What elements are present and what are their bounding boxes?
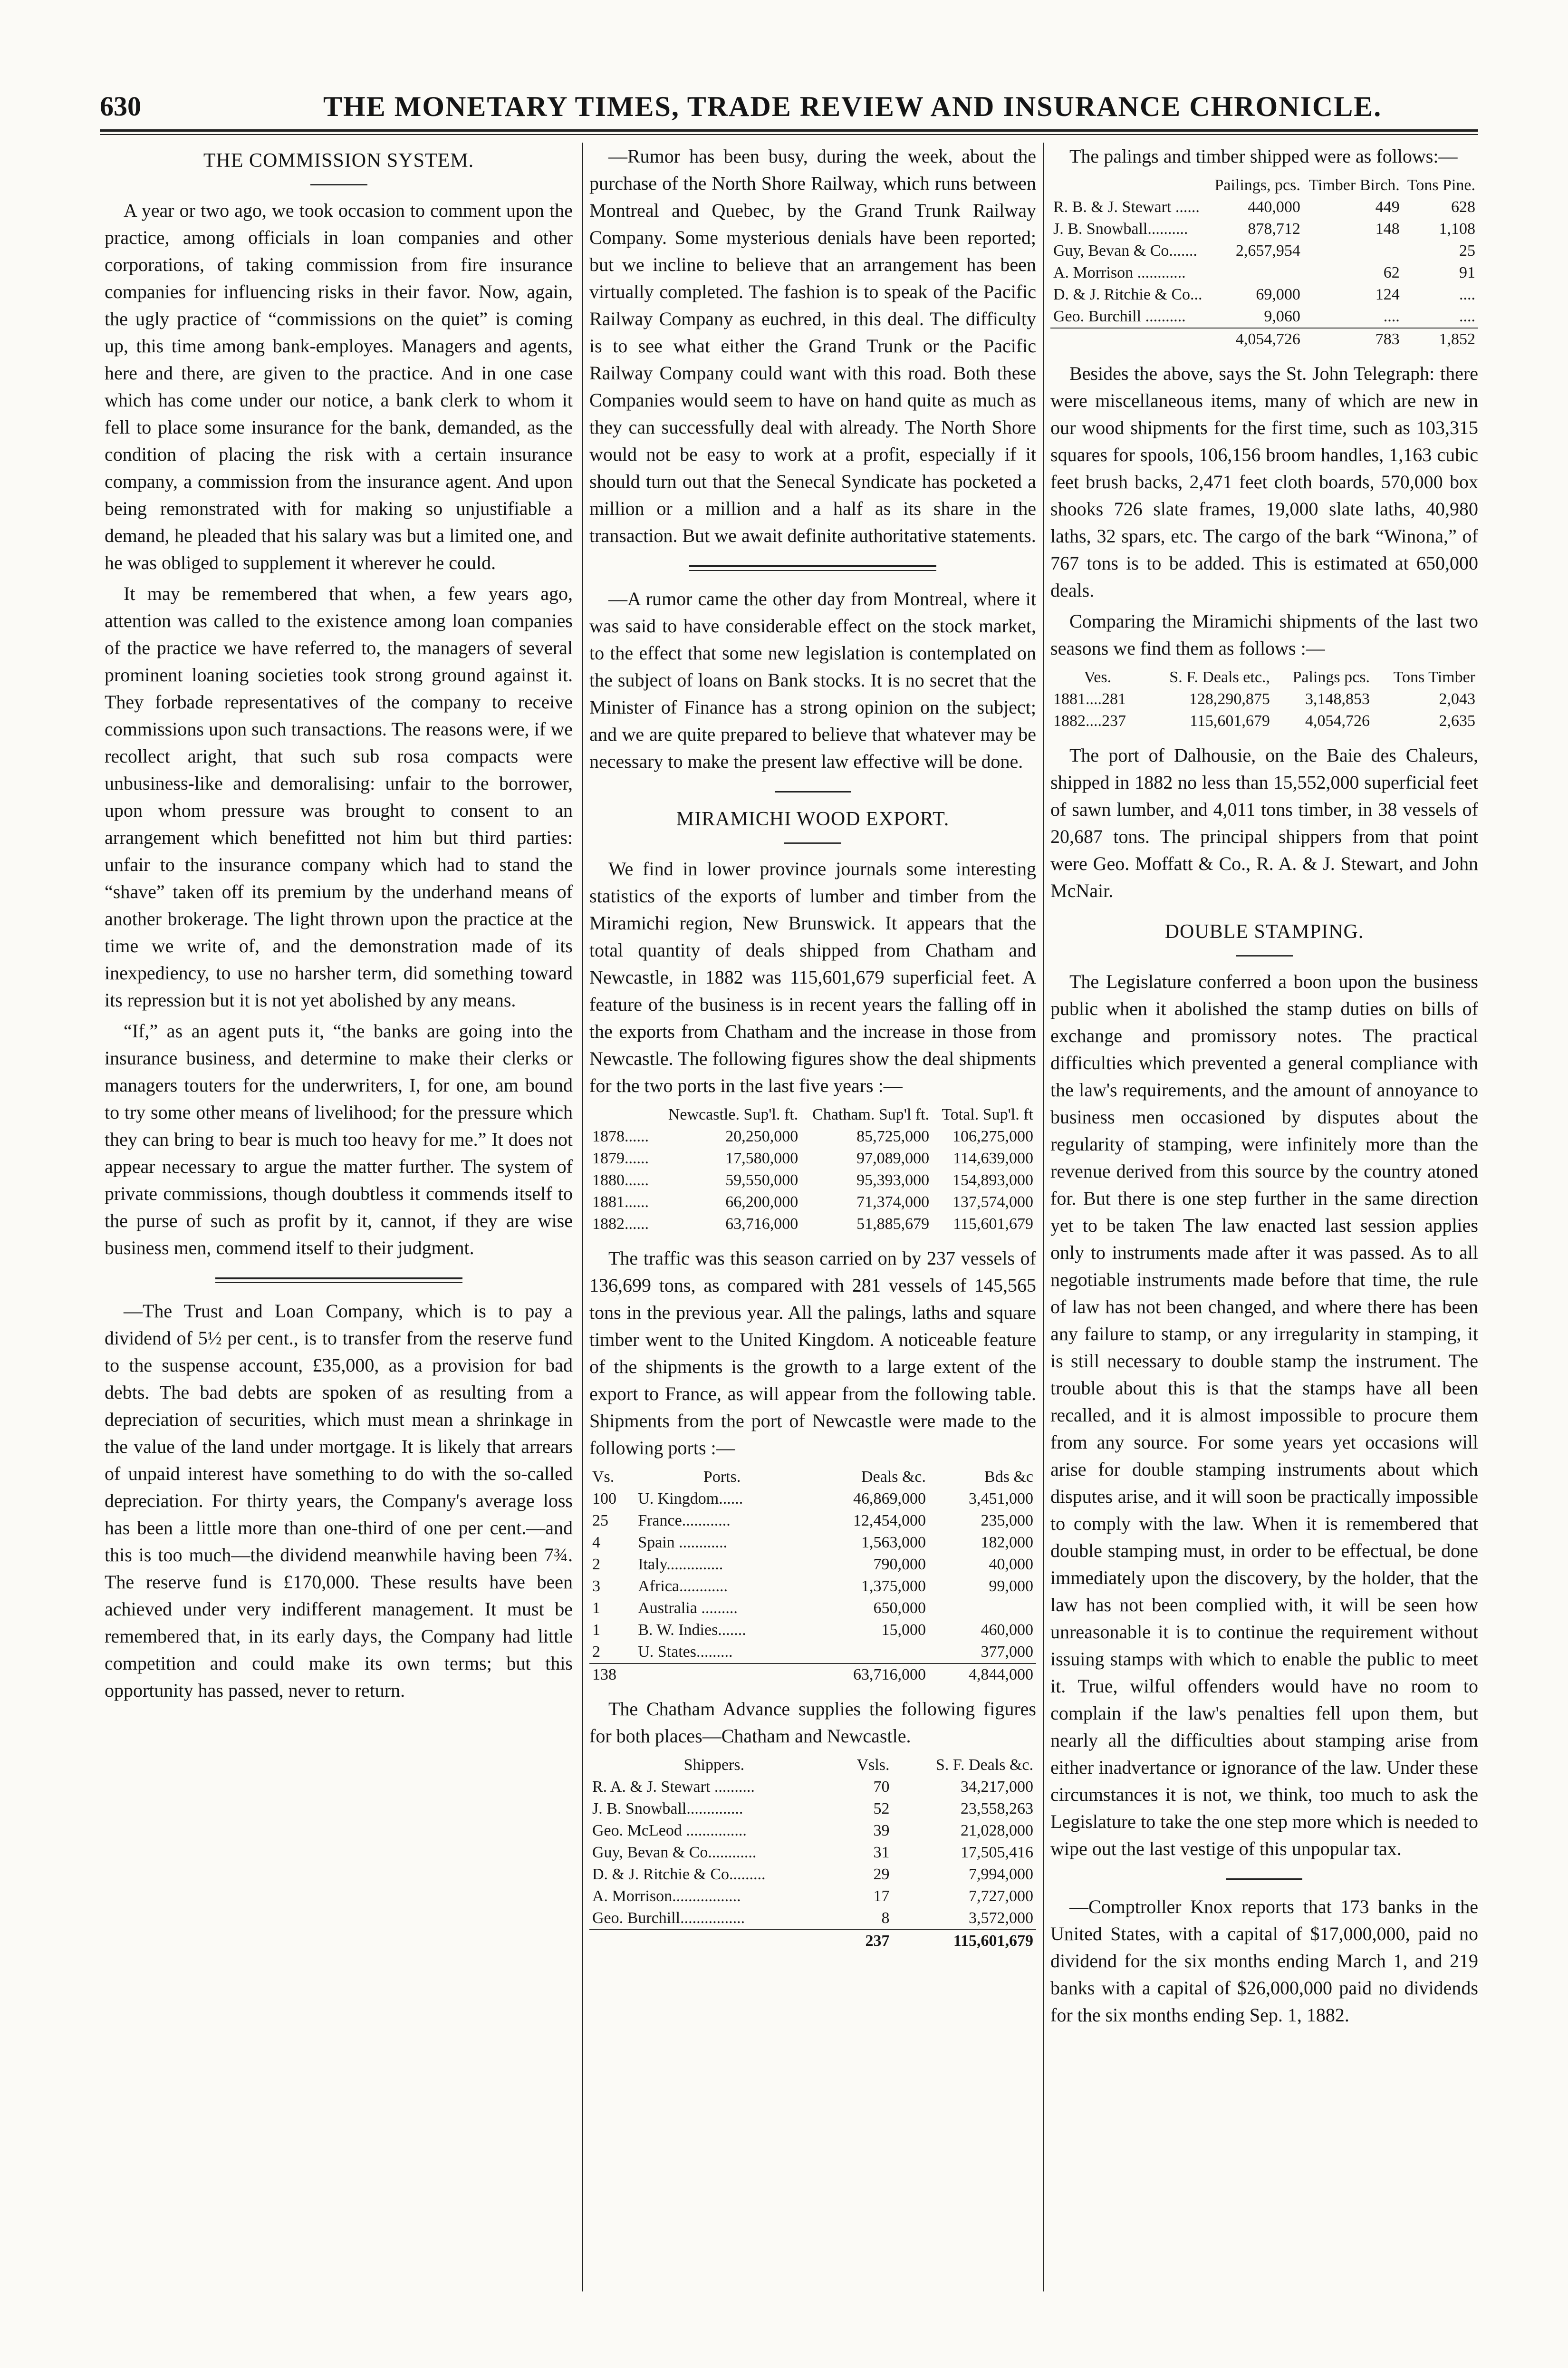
- table-header: Tons Pine.: [1407, 176, 1475, 194]
- table-cell: 1882......: [592, 1215, 649, 1233]
- table-cell: ....: [1459, 286, 1475, 303]
- table-cell: 1880......: [592, 1171, 649, 1189]
- table-cell: 23,558,263: [961, 1800, 1033, 1817]
- table-cell: R. B. & J. Stewart ......: [1053, 198, 1200, 216]
- table-header: Bds &c: [984, 1468, 1033, 1486]
- palings-timber-table: [1050, 174, 1478, 350]
- table-cell: 878,712: [1248, 220, 1300, 238]
- table-cell: 63,716,000: [809, 1663, 929, 1686]
- table-cell: 440,000: [1248, 198, 1300, 216]
- table-cell: 1: [592, 1621, 600, 1639]
- table-row: [589, 1597, 1036, 1619]
- table-cell: 29: [873, 1865, 890, 1883]
- table-cell: 182,000: [981, 1534, 1033, 1551]
- table-cell: 17,505,416: [961, 1844, 1033, 1861]
- table-cell: [929, 1597, 1036, 1619]
- season-comparison-table: [1050, 667, 1478, 732]
- table-cell: [1209, 262, 1303, 284]
- paragraph: Besides the above, says the St. John Telegraph: there were miscellaneous items, many of which are new in our wood shipments for the first time, such as 103,315 squares for spools, 106,156 broom handles, 1,163 cubic feet brush backs, 2,471 feet cloth boards, 570,000 box shooks 726 slate frames, 19,000 slate laths, 40,980 laths, 32 spars, etc. The cargo of the bark “Winona,” of 767 tons is to be added. This is estimated at 650,000 deals.: [1050, 363, 1478, 601]
- table-row: [589, 1170, 1036, 1191]
- table-row: [589, 1820, 1036, 1842]
- table-cell: Australia .........: [638, 1599, 738, 1617]
- shippers-table: [589, 1754, 1036, 1952]
- table-cell: 12,454,000: [853, 1512, 926, 1529]
- table-cell: 8: [881, 1909, 890, 1927]
- table-cell: 3: [592, 1577, 600, 1595]
- table-cell: 2,043: [1439, 690, 1475, 708]
- table-cell: 7,994,000: [969, 1865, 1033, 1883]
- table-total-row: [589, 1930, 1036, 1952]
- table-header: Ports.: [703, 1468, 741, 1486]
- paragraph: The traffic was this season carried on by 237 vessels of 136,699 tons, as compared with 281 vessels of 145,565 tons in the previous year. All the palings, laths and square timber went to the United Kingdom. A noticeable feature of the shipments is the growth to a large extent of the export to France, as will appear from the following table. Shipments from the port of Newcastle were made to the following ports :—: [589, 1247, 1036, 1459]
- table-cell: D. & J. Ritchie & Co...: [1053, 286, 1202, 303]
- table-cell: 115,601,679: [893, 1930, 1036, 1952]
- table-cell: 69,000: [1256, 286, 1300, 303]
- table-cell: 377,000: [981, 1643, 1033, 1661]
- table-cell: 460,000: [981, 1621, 1033, 1639]
- table-cell: 66,200,000: [725, 1193, 798, 1211]
- paragraph: Comparing the Miramichi shipments of the last two seasons we find them as follows :—: [1050, 610, 1478, 659]
- masthead-title: THE MONETARY TIMES, TRADE REVIEW AND INSURANCE CHRONICLE.: [323, 91, 1382, 122]
- table-cell: 46,869,000: [853, 1490, 926, 1508]
- table-row: [589, 1191, 1036, 1213]
- table-cell: 137,574,000: [952, 1193, 1033, 1211]
- table-cell: 1,375,000: [861, 1577, 926, 1595]
- table-cell: 71,374,000: [856, 1193, 930, 1211]
- table-cell: B. W. Indies.......: [638, 1621, 746, 1639]
- article-heading: DOUBLE STAMPING.: [1164, 921, 1364, 943]
- table-cell: 20,250,000: [725, 1128, 798, 1145]
- table-row: [589, 1798, 1036, 1820]
- newcastle-ports-table: [589, 1466, 1036, 1686]
- table-cell: A. Morrison ............: [1053, 264, 1186, 281]
- table-cell: 4,844,000: [929, 1663, 1036, 1686]
- table-cell: 25: [1459, 242, 1475, 260]
- table-cell: 1,563,000: [861, 1534, 926, 1551]
- table-cell: 99,000: [989, 1577, 1033, 1595]
- column-divider-1: [582, 143, 583, 2291]
- section-separator: [1226, 1878, 1302, 1880]
- table-header: Ves.: [1084, 668, 1112, 686]
- table-row: [589, 1619, 1036, 1641]
- table-total-row: [589, 1663, 1036, 1686]
- table-cell: 40,000: [989, 1556, 1033, 1573]
- table-cell: Geo. Burchill ..........: [1053, 308, 1186, 325]
- table-cell: 128,290,875: [1189, 690, 1270, 708]
- table-header: Palings pcs.: [1292, 668, 1370, 686]
- table-cell: ....: [1459, 308, 1475, 325]
- table-cell: 21,028,000: [961, 1822, 1033, 1839]
- table-cell: 85,725,000: [856, 1128, 930, 1145]
- table-row: [589, 1126, 1036, 1148]
- table-header: Vsls.: [856, 1756, 890, 1774]
- table-row: [589, 1641, 1036, 1663]
- paragraph: —Rumor has been busy, during the week, about the purchase of the North Shore Railway, which runs between Montreal and Quebec, by the Grand Trunk Railway Company. Some mysterious denials have been reported; but we incline to believe that an arrangement has been virtually completed. The fashion is to speak of the Pacific Railway Company as euchred, in this deal. The difficulty is to see what either the Grand Trunk or the Pacific Railway Company could want with this road. Both these Companies would seem to have on hand quite as much as they can successfully deal with already. The North Shore would not be easy to work at a profit, especially if it should turn out that the Senecal Syndicate has pocketed a million or a million and a half as its share in the transaction. But we await definite authoritative statements.: [589, 145, 1036, 546]
- table-cell: R. A. & J. Stewart ..........: [592, 1778, 755, 1796]
- table-cell: Geo. McLeod ...............: [592, 1822, 747, 1839]
- column-divider-2: [1043, 143, 1044, 2291]
- table-cell: Guy, Bevan & Co............: [592, 1844, 757, 1861]
- section-separator: [215, 1282, 462, 1283]
- table-cell: 237: [839, 1930, 893, 1952]
- table-header: Newcastle. Sup'l. ft.: [668, 1106, 798, 1123]
- table-header: Total. Sup'l. ft: [942, 1106, 1033, 1123]
- table-cell: D. & J. Ritchie & Co.........: [592, 1865, 766, 1883]
- table-cell: 1: [592, 1599, 600, 1617]
- column-2: [589, 143, 1036, 1962]
- table-cell: 70: [873, 1778, 890, 1796]
- table-cell: 3,451,000: [969, 1490, 1033, 1508]
- table-header: Shippers.: [683, 1756, 745, 1774]
- table-header: S. F. Deals &c.: [935, 1756, 1033, 1774]
- paragraph: —A rumor came the other day from Montreal, where it was said to have considerable effect on the stock market, to the effect that some new legislation is contemplated on the subject of loans on Bank stocks. It is no secret that the Minister of Finance has a strong opinion on the subject; and we are quite prepared to believe that whatever may be necessary to make the present law effective will be done.: [589, 588, 1036, 772]
- table-cell: 2: [592, 1556, 600, 1573]
- table-cell: 62: [1383, 264, 1400, 281]
- paragraph: We find in lower province journals some interesting statistics of the exports of lumber and timber from the Miramichi region, New Brunswick. It appears that the total quantity of deals shipped from Chatham and Newcastle, in 1882 was 115,601,679 superficial feet. A feature of the business is in recent years the falling off in the exports from Chatham and the increase in those from Newcastle. The following figures show the deal shipments for the two ports in the last five years :—: [589, 858, 1036, 1096]
- section-separator: [215, 1277, 462, 1279]
- paragraph: It may be remembered that when, a few years ago, attention was called to the existence among loan companies of the practice we have referred to, the managers of several prominent loaning societies took strong ground against it. They forbade representatives of the company to receive commissions upon such transactions. The reasons were, if we recollect aright, that such sub rosa compacts were unbusiness-like and demoralising: unfair to the borrower, upon whom pressure was brought to consent to an arrangement which benefitted not him but third parties: unfair to the insurance company which had to stand the “shave” taken off its premium by the underhand means of another brokerage. The light thrown upon the practice at the time we write of, and the demonstration made of its inexpediency, to use no harsher term, did something toward its repression but it is not yet abolished by any means.: [105, 583, 573, 1011]
- paragraph: The palings and timber shipped were as follows:—: [1069, 145, 1458, 167]
- table-cell: 7,727,000: [969, 1887, 1033, 1905]
- table-row: [1050, 218, 1478, 240]
- table-header: Chatham. Sup'l ft.: [812, 1106, 930, 1123]
- table-cell: Africa............: [638, 1577, 728, 1595]
- paragraph: “If,” as an agent puts it, “the banks are going into the insurance business, and determine to make their clerks or managers touters for the underwriters, I, for one, am bound to try some other means of livelihood; for the pressure which they can bring to bear is much too heavy for me.” It does not appear necessary to argue the matter further. The system of private commissions, though doubtless it commends itself to the purse of such as profit by it, cannot, if they are wise business men, commend itself to their judgment.: [105, 1020, 573, 1258]
- table-cell: 3,148,853: [1305, 690, 1370, 708]
- table-row: [1050, 688, 1478, 710]
- table-header: S. F. Deals etc.,: [1169, 668, 1270, 686]
- heading-rule: [784, 842, 841, 844]
- table-cell: Spain ............: [638, 1534, 728, 1551]
- table-header: Vs.: [592, 1468, 615, 1486]
- article-heading: THE COMMISSION SYSTEM.: [203, 150, 474, 172]
- table-row: [589, 1907, 1036, 1930]
- table-cell: 63,716,000: [725, 1215, 798, 1233]
- table-cell: J. B. Snowball..............: [592, 1800, 743, 1817]
- column-1: [105, 143, 573, 1708]
- table-cell: 1878......: [592, 1128, 649, 1145]
- section-separator: [689, 565, 936, 567]
- table-row: [1050, 284, 1478, 306]
- table-cell: 34,217,000: [961, 1778, 1033, 1796]
- header-rule-bottom: [100, 134, 1478, 135]
- table-cell: 52: [873, 1800, 890, 1817]
- page-header: [100, 71, 1478, 128]
- table-cell: 1882....237: [1053, 712, 1126, 730]
- table-row: [589, 1213, 1036, 1235]
- section-separator: [689, 570, 936, 571]
- table-header: Tons Timber: [1393, 668, 1475, 686]
- table-total-row: [1050, 328, 1478, 350]
- table-row: [1050, 240, 1478, 262]
- table-cell: 235,000: [981, 1512, 1033, 1529]
- table-cell: 2,657,954: [1235, 242, 1300, 260]
- table-cell: Guy, Bevan & Co.......: [1053, 242, 1197, 260]
- table-cell: 115,601,679: [953, 1215, 1033, 1233]
- table-cell: 4,054,726: [1305, 712, 1370, 730]
- table-row: [589, 1554, 1036, 1575]
- paragraph: —The Trust and Loan Company, which is to pay a dividend of 5½ per cent., is to transfer from the reserve fund to the suspense account, £35,000, as a provision for bad debts. The bad debts are spoken of as resulting from a depreciation of securities, which must mean a shrinkage in the value of the land under mortgage. It is likely that arrears of unpaid interest have something to do with the so-called depreciation. For thirty years, the Company's average loss has been a little more than one-third of one per cent.—and this is too much—the dividend meanwhile having been 7¾. The reserve fund is £170,000. These results have been achieved under very indifferent management. It must be remembered that, in its early days, the Company had little competition and could make its own terms; but this opportunity has passed, never to return.: [105, 1300, 573, 1701]
- table-cell: 628: [1451, 198, 1475, 216]
- table-cell: 59,550,000: [725, 1171, 798, 1189]
- table-row: [1050, 262, 1478, 284]
- table-cell: 154,893,000: [952, 1171, 1033, 1189]
- header-rule-top: [100, 129, 1478, 132]
- table-cell: 97,089,000: [856, 1150, 930, 1167]
- table-row: [589, 1885, 1036, 1907]
- table-cell: 114,639,000: [953, 1150, 1033, 1167]
- table-cell: 17,580,000: [725, 1150, 798, 1167]
- table-row: [589, 1532, 1036, 1554]
- paragraph: —Comptroller Knox reports that 173 banks in the United States, with a capital of $17,000,000, paid no dividend for the six months ending March 1, and 219 banks with a capital of $26,000,000 paid no dividends for the six months ending Sep. 1, 1882.: [1050, 1896, 1478, 2026]
- table-row: [589, 1148, 1036, 1170]
- table-header: Timber Birch.: [1308, 176, 1400, 194]
- table-cell: A. Morrison.................: [592, 1887, 741, 1905]
- table-row: [589, 1510, 1036, 1532]
- table-cell: [809, 1641, 929, 1663]
- table-header: Pailings, pcs.: [1214, 176, 1300, 194]
- table-cell: Geo. Burchill................: [592, 1909, 745, 1927]
- section-separator: [775, 791, 851, 793]
- table-row: [1050, 196, 1478, 218]
- deal-shipments-table: [589, 1104, 1036, 1235]
- table-cell: 1881......: [592, 1193, 649, 1211]
- page-number: 630: [100, 91, 141, 122]
- table-cell: [1303, 240, 1403, 262]
- table-row: [1050, 710, 1478, 732]
- table-cell: 148: [1375, 220, 1400, 238]
- table-cell: 51,885,679: [856, 1215, 930, 1233]
- table-cell: 1881....281: [1053, 690, 1126, 708]
- table-cell: 3,572,000: [969, 1909, 1033, 1927]
- table-cell: 2: [592, 1643, 600, 1661]
- table-cell: 1,108: [1439, 220, 1475, 238]
- table-cell: 1879......: [592, 1150, 649, 1167]
- table-cell: 9,060: [1264, 308, 1300, 325]
- table-cell: 124: [1375, 286, 1400, 303]
- table-cell: 650,000: [873, 1599, 926, 1617]
- table-header: Deals &c.: [861, 1468, 926, 1486]
- table-cell: 1,852: [1403, 328, 1478, 350]
- table-cell: 138: [589, 1663, 635, 1686]
- heading-rule: [1236, 955, 1293, 957]
- table-cell: 95,393,000: [856, 1171, 930, 1189]
- paragraph: The Legislature conferred a boon upon the business public when it abolished the stamp duties on bills of exchange and promissory notes. The practical difficulties which prevented a general compliance with the law's requirements, and the amount of annoyance to business men occasioned by disputes about the regularity of stamping, were infinitely more than the revenue derived from this source by the country atoned for. But there is one step further in the same direction yet to be taken The law enacted last session applies only to instruments made after it was passed. As to all negotiable instruments made before that time, the rule of law has not been changed, and where there has been any failure to stamp, or any irregularity in stamping, it is still necessary to double stamp the instrument. The trouble about this is that the stamps have all been recalled, and it is almost impossible to procure them from any source. For some years yet occasions will arise for double stamping instruments about which disputes arise, and it will soon be practically impossible to comply with the law. When it is remembered that double stamping must, in order to be effectual, be done immediately upon the discovery, by the holder, that the law has not been complied with, it will be seen how unreasonable it is to continue the requirement without issuing stamps with which to enable the public to meet it. True, wilful offenders would have no room to complain if the law's penalties fell upon them, but nearly all the difficulties about stamping arise from either inadvertance or ignorance of the law. Under these circumstances it is not, we think, too much to ask the Legislature to take the one step more which is needed to wipe out the last vestige of this unpopular tax.: [1050, 971, 1478, 1859]
- table-cell: 25: [592, 1512, 608, 1529]
- table-cell: 91: [1459, 264, 1475, 281]
- table-cell: 15,000: [881, 1621, 926, 1639]
- table-cell: U. Kingdom......: [638, 1490, 743, 1508]
- table-cell: 31: [873, 1844, 890, 1861]
- table-cell: 449: [1375, 198, 1400, 216]
- table-cell: 2,635: [1439, 712, 1475, 730]
- table-cell: Italy..............: [638, 1556, 723, 1573]
- paragraph: A year or two ago, we took occasion to comment upon the practice, among officials in loan companies and other corporations, of taking commission from fire insurance companies for influencing risks in their favor. Now, again, the ugly practice of “commissions on the quiet” is coming up, this time among bank-employes. Managers and agents, here and there, are given to the practice. And in one case which has come under our notice, a bank clerk to whom it fell to place some insurance for the bank, demanded, as the condition of placing the risk with a certain insurance company, a commission from the insurance agent. And upon being remonstrated with for making so unjustifiable a demand, he pleaded that his salary was but a limited one, and he was obliged to supplement it wherever he could.: [105, 200, 573, 573]
- table-row: [589, 1842, 1036, 1864]
- table-cell: J. B. Snowball..........: [1053, 220, 1188, 238]
- table-cell: 4: [592, 1534, 600, 1551]
- article-heading: MIRAMICHI WOOD EXPORT.: [676, 808, 950, 830]
- paragraph: The Chatham Advance supplies the following figures for both places—Chatham and Newcastle.: [589, 1698, 1036, 1747]
- table-cell: 17: [873, 1887, 890, 1905]
- table-row: [589, 1575, 1036, 1597]
- table-row: [589, 1864, 1036, 1885]
- table-cell: France............: [638, 1512, 731, 1529]
- table-cell: 783: [1303, 328, 1403, 350]
- column-3: [1050, 143, 1478, 2032]
- table-cell: 4,054,726: [1209, 328, 1303, 350]
- table-row: [589, 1776, 1036, 1798]
- table-cell: ....: [1383, 308, 1400, 325]
- table-row: [589, 1488, 1036, 1510]
- table-row: [1050, 306, 1478, 328]
- table-cell: 100: [592, 1490, 616, 1508]
- table-cell: 106,275,000: [952, 1128, 1033, 1145]
- table-cell: U. States.........: [638, 1643, 733, 1661]
- table-cell: 115,601,679: [1190, 712, 1270, 730]
- table-cell: 790,000: [873, 1556, 926, 1573]
- paragraph: The port of Dalhousie, on the Baie des Chaleurs, shipped in 1882 no less than 15,552,000 superficial feet of sawn lumber, and 4,011 tons timber, in 38 vessels of 20,687 tons. The principal shippers from that point were Geo. Moffatt & Co., R. A. & J. Stewart, and John McNair.: [1050, 744, 1478, 901]
- table-cell: 39: [873, 1822, 890, 1839]
- heading-rule: [310, 184, 367, 185]
